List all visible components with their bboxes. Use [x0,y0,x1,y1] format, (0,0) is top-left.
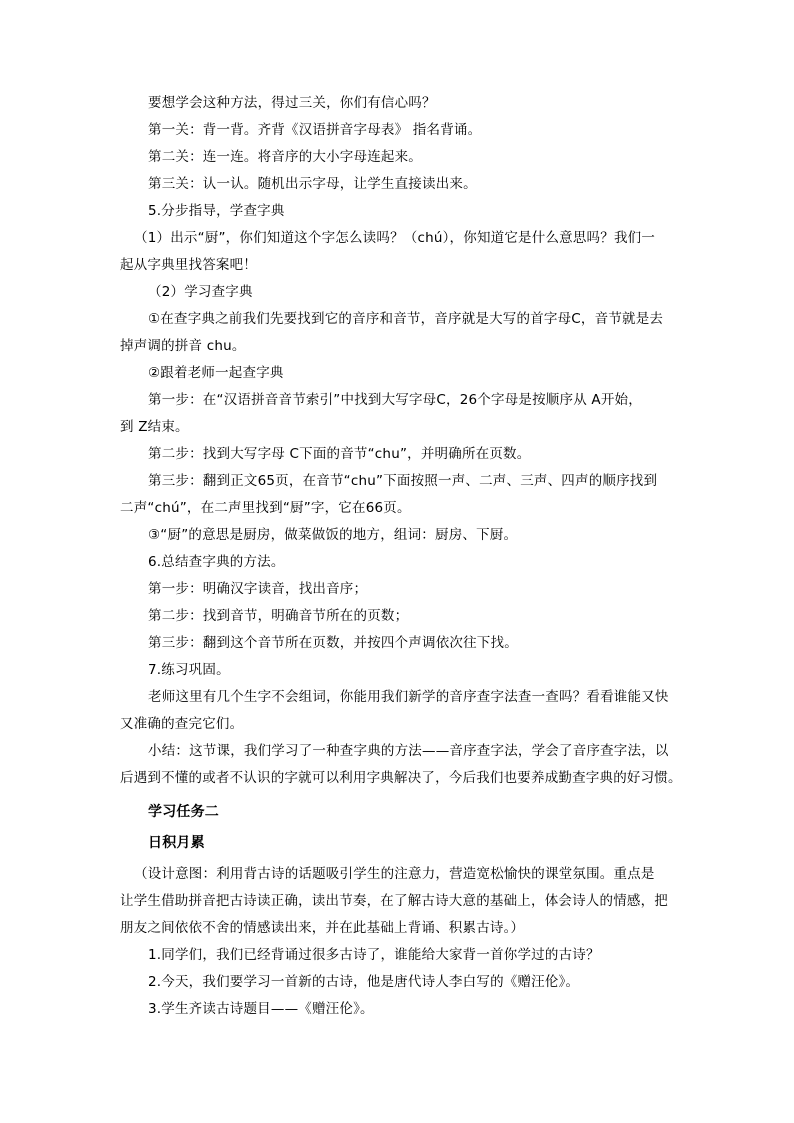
paragraph-line: 后遇到不懂的或者不认识的字就可以利用字典解决了，今后我们也要养成勤查字典的好习惯。 [120,770,682,786]
subsection-heading: （2）学习查字典 [148,284,253,300]
section-heading: 5.分步指导，学查字典 [148,203,285,219]
section-heading: 6.总结查字典的方法。 [148,554,285,570]
paragraph-line: 起从字典里找答案吧！ [120,257,257,273]
paragraph-line: ③“厨”的意思是厨房，做菜做饭的地方，组词：厨房、下厨。 [148,527,518,543]
paragraph-line: 二声“chú”，在二声里找到“厨”字，它在66页。 [120,500,411,516]
paragraph-line: 2.今天，我们要学习一首新的古诗，他是唐代诗人李白写的《赠汪伦》。 [148,974,580,990]
paragraph-line: 到 Z结束。 [120,419,189,435]
paragraph-line: ②跟着老师一起查字典 [148,365,284,381]
subtask-heading: 日积月累 [148,835,205,851]
paragraph-line: 老师这里有几个生字不会组词，你能用我们新学的音序查字法查一查吗？看看谁能又快 [148,689,669,705]
paragraph-line: 朋友之间依依不舍的情感读出来，并在此基础上背诵、积累古诗。） [120,920,525,936]
paragraph-line: 第一步：在“汉语拼音音节索引”中找到大写字母C，26个字母是按顺序从 A开始， [148,392,642,408]
paragraph-line: 第二步：找到大写字母 C下面的音节“chu”，并明确所在页数。 [148,446,531,462]
paragraph-line: 小结：这节课，我们学习了一种查字典的方法——音序查字法，学会了音序查字法，以 [148,743,669,759]
paragraph-line: （设计意图：利用背古诗的话题吸引学生的注意力，营造宽松愉快的课堂氛围。重点是 [134,866,655,882]
task-heading: 学习任务二 [148,804,219,820]
paragraph-line: ①在查字典之前我们先要找到它的音序和音节，音序就是大写的首字母C，音节就是去 [148,311,664,327]
paragraph-line: 1.同学们，我们已经背诵过很多古诗了，谁能给大家背一首你学过的古诗？ [148,947,600,963]
paragraph-line: 要想学会这种方法，得过三关，你们有信心吗？ [148,95,436,111]
paragraph-line: 3.学生齐读古诗题目——《赠汪伦》。 [148,1001,374,1017]
paragraph-line: 第三步：翻到这个音节所在页数，并按四个声调依次往下找。 [148,635,518,651]
paragraph-line: 第三关：认一认。随机出示字母，让学生直接读出来。 [148,176,477,192]
paragraph-line: 第一关：背一背。齐背《汉语拼音字母表》 指名背诵。 [148,122,482,138]
section-heading: 7.练习巩固。 [148,662,230,678]
paragraph-line: 又准确的查完它们。 [120,716,244,732]
paragraph-line: 第三步：翻到正文65页，在音节“chu”下面按照一声、二声、三声、四声的顺序找到 [148,473,658,489]
paragraph-line: 掉声调的拼音 chu。 [120,338,246,354]
paragraph-line: 第二步：找到音节，明确音节所在的页数； [148,608,409,624]
paragraph-line: 让学生借助拼音把古诗读正确，读出节奏，在了解古诗大意的基础上，体会诗人的情感，把 [120,893,668,909]
paragraph-line: （1）出示“厨”，你们知道这个字怎么读吗？（chú），你知道它是什么意思吗？我们一 [134,230,656,246]
paragraph-line: 第一步：明确汉字读音，找出音序； [148,581,368,597]
paragraph-line: 第二关：连一连。将音序的大小字母连起来。 [148,149,422,165]
